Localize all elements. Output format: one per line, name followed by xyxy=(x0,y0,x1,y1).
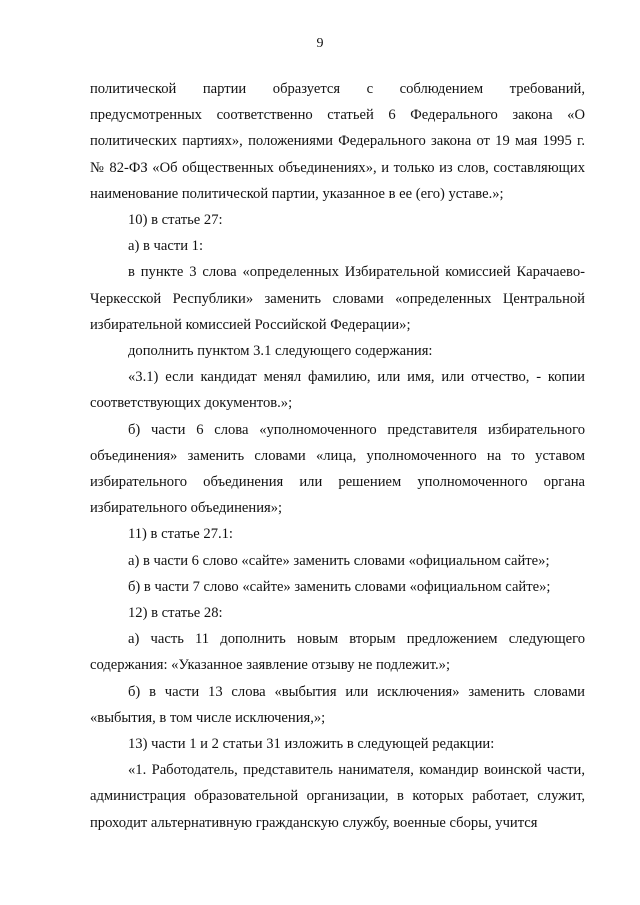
paragraph: 11) в статье 27.1: xyxy=(128,526,233,543)
paragraph: политической партии образуется с соблюдением требований, предусмотренных соответственно статьей 6 Федерального закона «О политических партиях», положениями Федерального закона от 19 мая 1995 г. № 82-ФЗ «Об общественных объединениях», и только из слов, составляющих наименование политической партии, указанное в ее (его) уставе.»; xyxy=(90,81,585,202)
paragraph: а) в части 6 слово «сайте» заменить словами «официальном сайте»; xyxy=(128,552,550,569)
paragraph: а) часть 11 дополнить новым вторым предложением следующего содержания: «Указанное заявление отзыву не подлежит.»; xyxy=(90,631,585,674)
paragraph: а) в части 1: xyxy=(128,238,204,255)
paragraph: дополнить пунктом 3.1 следующего содержания: xyxy=(128,343,433,360)
paragraph: 12) в статье 28: xyxy=(128,605,223,622)
paragraph: в пункте 3 слова «определенных Избирательной комиссией Карачаево-Черкесской Республики» заменить словами «определенных Центральной избирательной комиссией Российской Федерации»; xyxy=(90,264,585,333)
paragraph: «1. Работодатель, представитель нанимателя, командир воинской части, администрация образовательной организации, в которых работает, служит, проходит альтернативную гражданскую службу, военные сборы, учится xyxy=(90,762,585,831)
paragraph: «3.1) если кандидат менял фамилию, или имя, или отчество, - копии соответствующих документов.»; xyxy=(90,369,585,412)
paragraph: 10) в статье 27: xyxy=(128,212,223,229)
paragraph: 13) части 1 и 2 статьи 31 изложить в следующей редакции: xyxy=(128,736,495,753)
paragraph: б) части 6 слова «уполномоченного представителя избирательного объединения» заменить словами «лица, уполномоченного на то уставом избирательного объединения или решением уполномоченного органа избирательного объединения»; xyxy=(90,421,585,517)
page-number: 9 xyxy=(316,36,324,51)
paragraph: б) в части 7 слово «сайте» заменить словами «официальном сайте»; xyxy=(128,578,551,595)
document-body xyxy=(90,76,585,836)
paragraph: б) в части 13 слова «выбытия или исключения» заменить словами «выбытия, в том числе исключения,»; xyxy=(90,683,585,726)
